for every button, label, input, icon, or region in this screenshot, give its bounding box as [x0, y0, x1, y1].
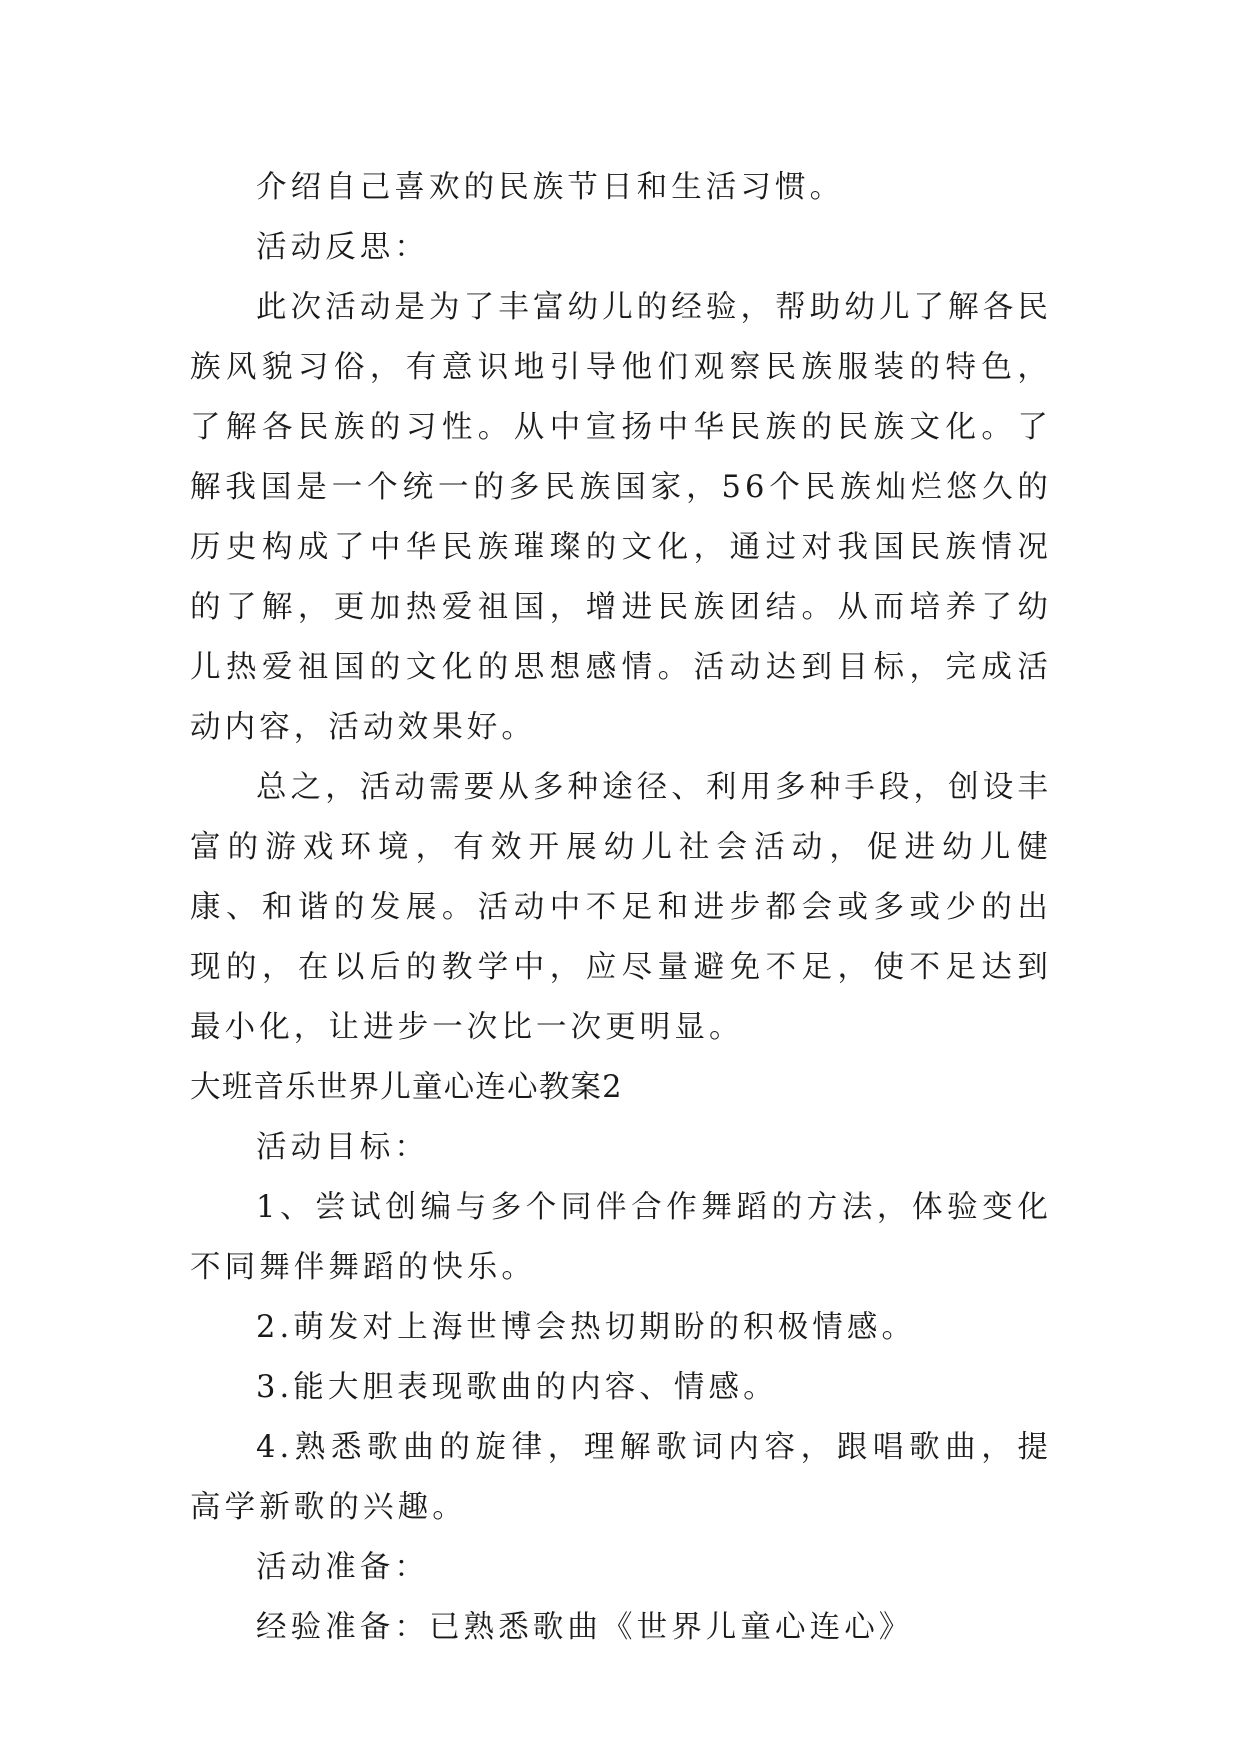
section-label-preparation: 活动准备：: [256, 1550, 429, 1585]
section-label-reflection: 活动反思：: [256, 230, 429, 265]
goal-item-1: 1、尝试创编与多个同伴合作舞蹈的方法，体验变化不同舞伴舞蹈的快乐。: [190, 1190, 1052, 1285]
goal-item-4: 4.熟悉歌曲的旋律，理解歌词内容，跟唱歌曲，提高学新歌的兴趣。: [190, 1430, 1052, 1525]
goal-item-3: 3.能大胆表现歌曲的内容、情感。: [256, 1370, 778, 1405]
section-label-goals: 活动目标：: [256, 1130, 429, 1165]
paragraph-intro: 介绍自己喜欢的民族节日和生活习惯。: [256, 170, 845, 205]
paragraph-reflection: 此次活动是为了丰富幼儿的经验，帮助幼儿了解各民族风貌习俗，有意识地引导他们观察民族服装的特色，了解各民族的习性。从中宣扬中华民族的民族文化。了解我国是一个统一的多民族国家，56个民族灿烂悠久的历史构成了中华民族璀璨的文化，通过对我国民族情况的了解，更加热爱祖国，增进民族团结。从而培养了幼儿热爱祖国的文化的思想感情。活动达到目标，完成活动内容，活动效果好。: [190, 290, 1052, 745]
preparation-item-experience: 经验准备：已熟悉歌曲《世界儿童心连心》: [256, 1610, 914, 1645]
lesson-heading: 大班音乐世界儿童心连心教案2: [190, 1070, 623, 1105]
paragraph-summary: 总之，活动需要从多种途径、利用多种手段，创设丰富的游戏环境，有效开展幼儿社会活动，促进幼儿健康、和谐的发展。活动中不足和进步都会或多或少的出现的，在以后的教学中，应尽量避免不足，使不足达到最小化，让进步一次比一次更明显。: [190, 770, 1052, 1045]
document-body: [190, 158, 1052, 1658]
goal-item-2: 2.萌发对上海世博会热切期盼的积极情感。: [256, 1310, 917, 1345]
